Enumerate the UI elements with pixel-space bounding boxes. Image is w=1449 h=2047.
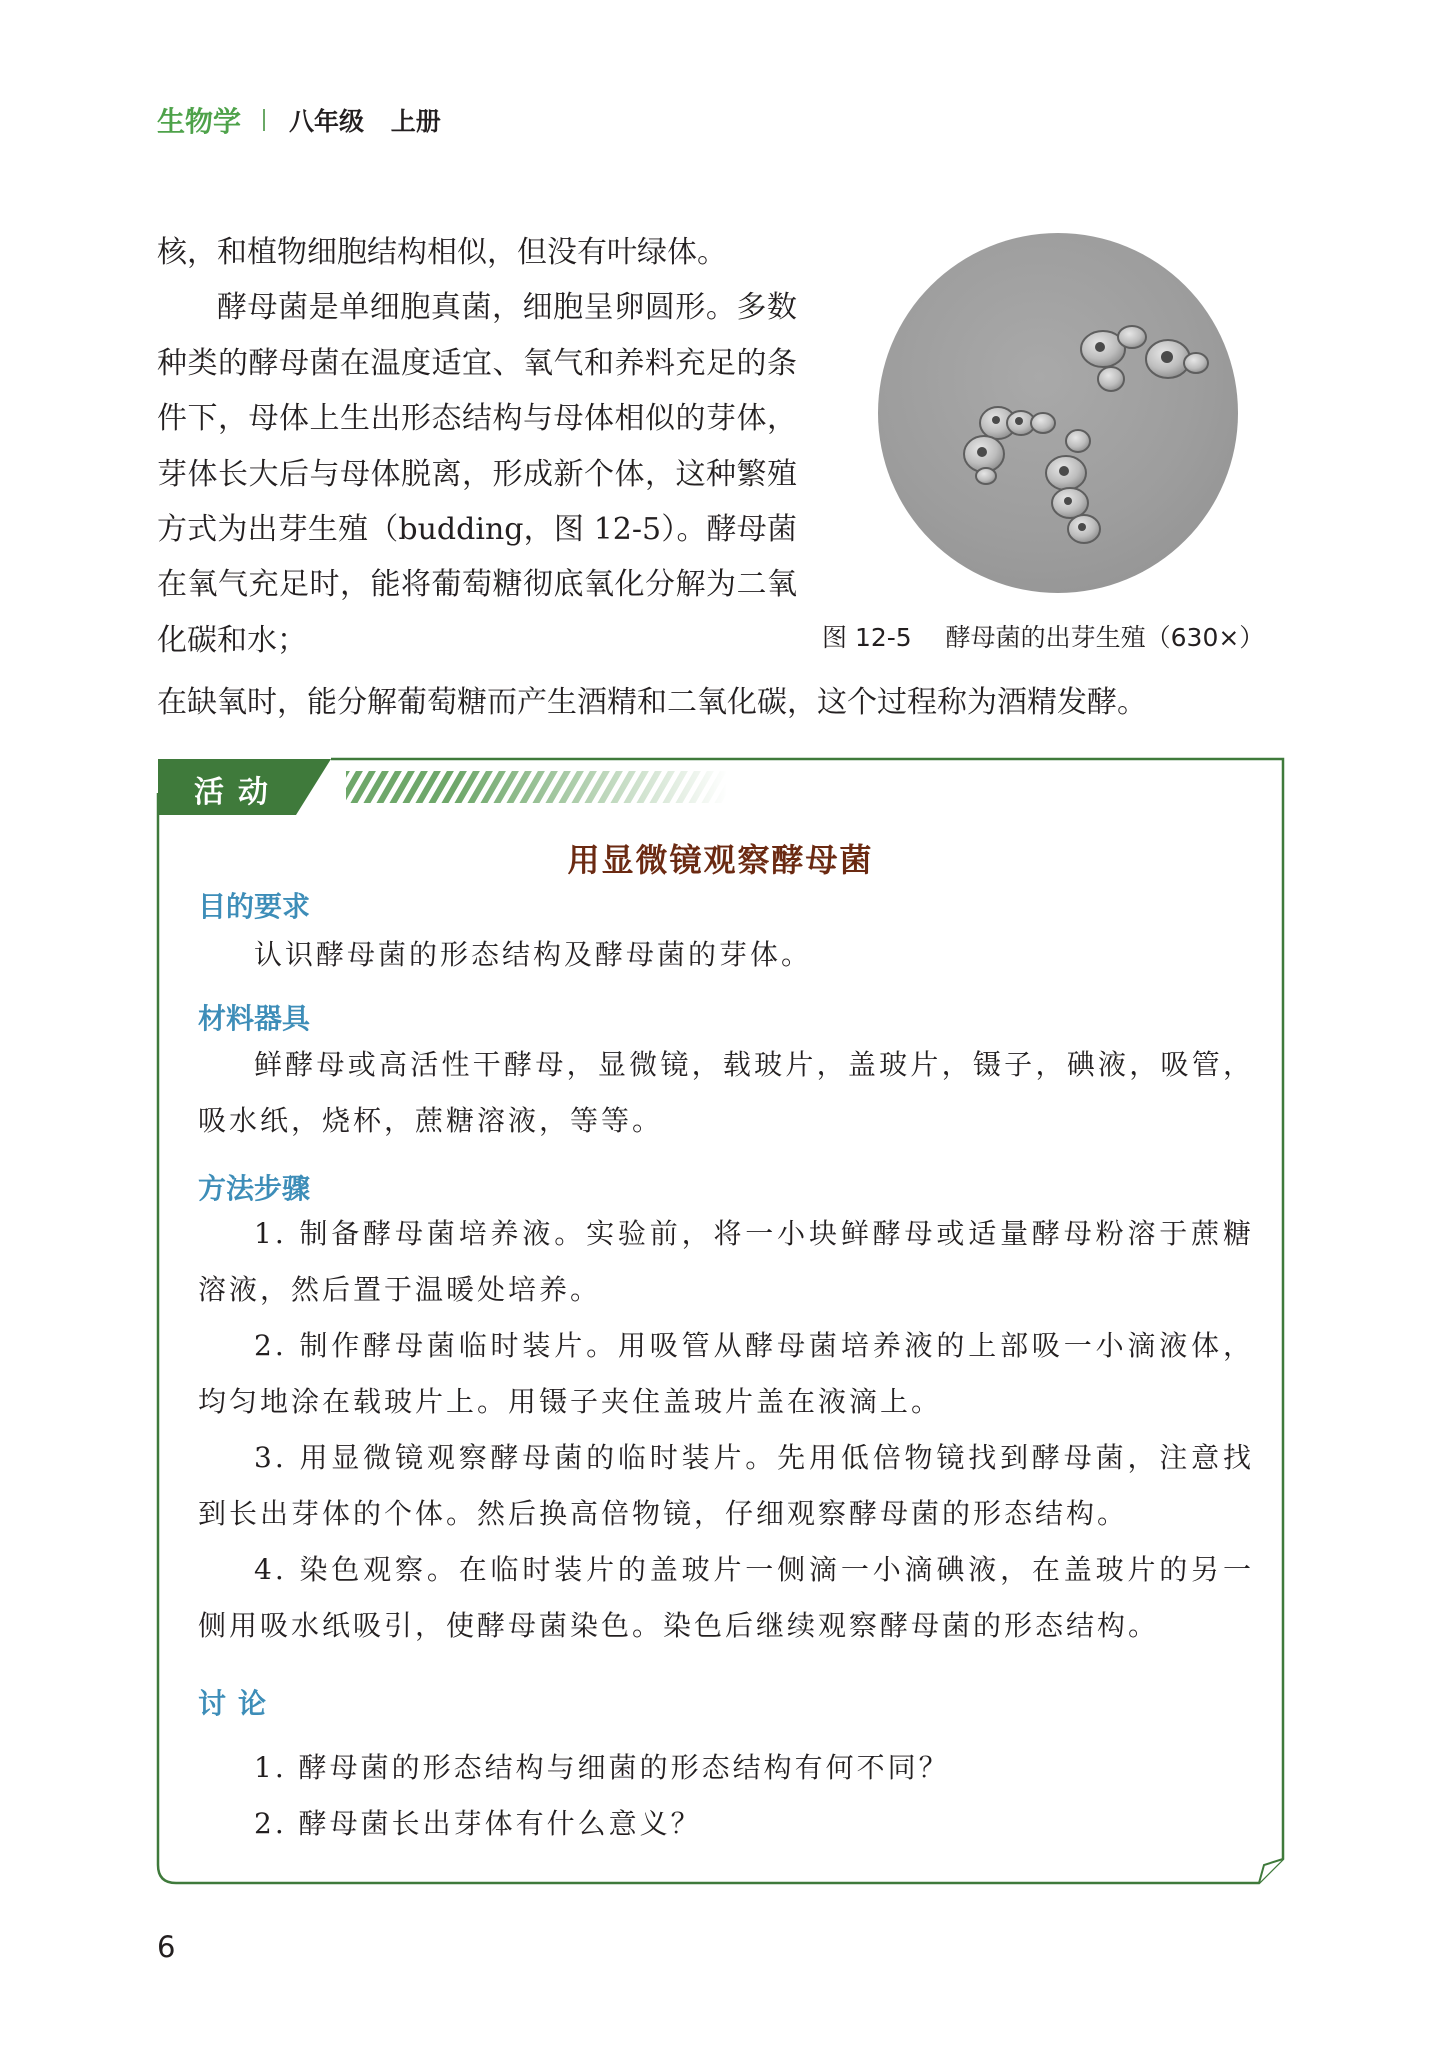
goal-text: 认识酵母菌的形态结构及酵母菌的芽体。	[254, 938, 813, 971]
intro-line-continuation: 核，和植物细胞结构相似，但没有叶绿体。	[157, 235, 727, 270]
figure-caption	[822, 618, 1264, 654]
intro-paragraph: 酵母菌是单细胞真菌，细胞呈卵圆形。多数种类的酵母菌在温度适宜、氧气和养料充足的条件下，母体上生出形态结构与母体相似的芽体，芽体长大后与母体脱离，形成新个体，这种繁殖方式为出芽生殖（budding，图 12-5）。酵母菌在氧气充足时，能将葡萄糖彻底氧化分解为二氧化碳和水；	[157, 290, 797, 658]
method-heading: 方法步骤	[198, 1172, 311, 1205]
discussion-question: 2. 酵母菌长出芽体有什么意义？	[254, 1807, 702, 1840]
subject-title: 生物学	[157, 105, 242, 138]
discussion-heading: 讨论	[198, 1687, 279, 1720]
discussion-questions	[198, 1740, 1254, 1852]
yeast-micrograph	[878, 233, 1238, 593]
goal-text-block	[198, 927, 1254, 983]
activity-tab-label: 活动	[194, 775, 282, 810]
method-step: 1. 制备酵母菌培养液。实验前，将一小块鲜酵母或适量酵母粉溶于蔗糖溶液，然后置于温暖处培养。	[198, 1217, 1254, 1306]
materials-heading: 材料器具	[198, 1002, 311, 1035]
yeast-cells-illustration	[878, 233, 1238, 593]
goal-heading: 目的要求	[198, 890, 311, 923]
activity-title: 用显微镜观察酵母菌	[567, 841, 874, 879]
header-divider	[263, 109, 265, 131]
discussion-question: 1. 酵母菌的形态结构与细菌的形态结构有何不同？	[254, 1751, 950, 1784]
method-step: 3. 用显微镜观察酵母菌的临时装片。先用低倍物镜找到酵母菌，注意找到长出芽体的个体。然后换高倍物镜，仔细观察酵母菌的形态结构。	[198, 1441, 1254, 1530]
page-number: 6	[157, 1930, 176, 1964]
materials-text-block	[198, 1037, 1254, 1149]
method-step: 4. 染色观察。在临时装片的盖玻片一侧滴一小滴碘液，在盖玻片的另一侧用吸水纸吸引，使酵母菌染色。染色后继续观察酵母菌的形态结构。	[198, 1553, 1254, 1642]
grade-label: 八年级 上册	[289, 107, 441, 136]
materials-text: 鲜酵母或高活性干酵母，显微镜，载玻片，盖玻片，镊子，碘液，吸管，吸水纸，烧杯，蔗糖溶液，等等。	[198, 1048, 1254, 1137]
figure-number: 图 12-5	[822, 623, 912, 652]
intro-text	[157, 225, 797, 668]
method-steps	[198, 1206, 1254, 1654]
figure-caption-text: 酵母菌的出芽生殖（630×）	[945, 623, 1265, 652]
running-header	[157, 100, 441, 140]
method-step: 2. 制作酵母菌临时装片。用吸管从酵母菌培养液的上部吸一小滴液体，均匀地涂在载玻片上。用镊子夹住盖玻片盖在液滴上。	[198, 1329, 1254, 1418]
intro-last-line: 在缺氧时，能分解葡萄糖而产生酒精和二氧化碳，这个过程称为酒精发酵。	[157, 685, 1147, 720]
activity-box	[156, 757, 1285, 1887]
